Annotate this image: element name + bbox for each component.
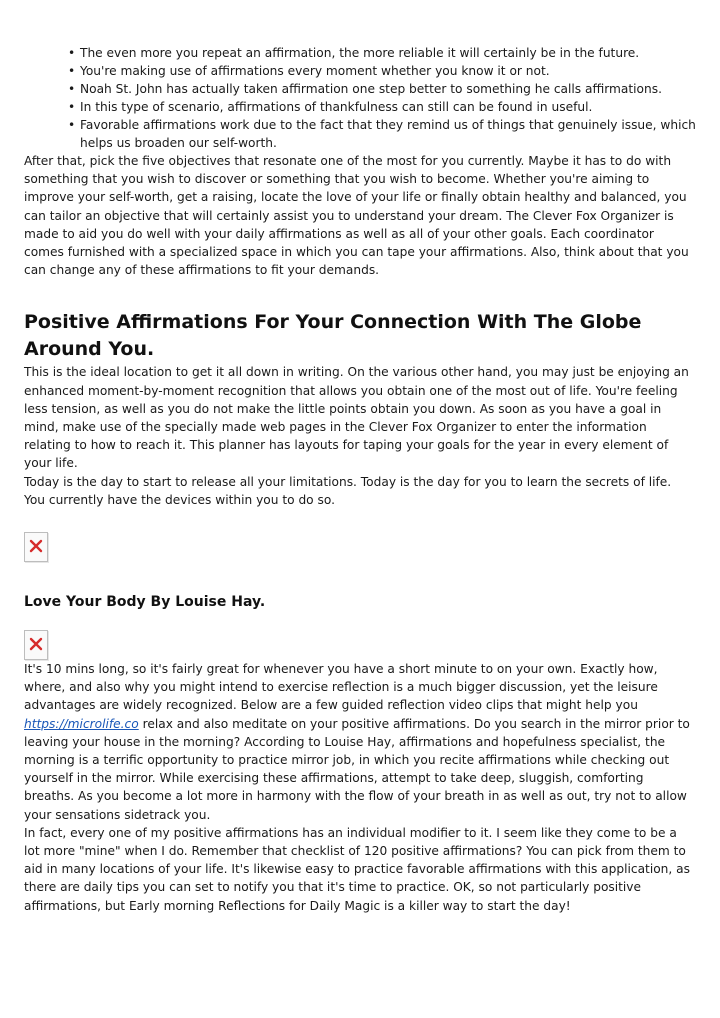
paragraph-text: relax and also meditate on your positive affirmations. Do you search in the mirror prior to leaving your house in the morning? According to Louise Hay, affirmations and hopefulness specialist, the morning is a terrific opportunity to practice mirror job, in which you recite affirmations while checking out yourself in the mirror. While exercising these affirmations, attempt to take deep, sluggish, comforting breaths. As you become a lot more in harmony with the flow of your breath in as well as out, try not to allow your sensations sidetrack you. bbox=[24, 716, 690, 822]
paragraph: After that, pick the five objectives that resonate one of the most for you currently. Maybe it has to do with something that you wish to discover or something that you wish to become. Whether you're aiming to improve your self-worth, get a raising, locate the love of your life or finally obtain healthy and balanced, you can tailor an objective that will certainly assist you to understand your dream. The Clever Fox Organizer is made to aid you do well with your daily affirmations as well as all of your other goals. Each coordinator comes furnished with a specialized space in which you can tape your affirmations. Also, think about that you can change any of these affirmations to fit your demands. bbox=[24, 154, 689, 278]
broken-image-icon bbox=[24, 532, 48, 562]
microlife-link[interactable]: https://microlife.co bbox=[24, 716, 139, 731]
list-item: • The even more you repeat an affirmation, the more reliable it will certainly be in the future. bbox=[68, 44, 696, 62]
subsection-heading: Love Your Body By Louise Hay. bbox=[24, 594, 266, 611]
paragraph: Today is the day to start to release all your limitations. Today is the day for you to learn the secrets of life. You currently have the devices within you to do so. bbox=[24, 474, 672, 507]
broken-image-icon bbox=[24, 630, 48, 660]
paragraph-text: It's 10 mins long, so it's fairly great for whenever you have a short minute to on your own. Exactly how, where, and also why you might intend to exercise reflection is a much bigger discussion, yet the leisure advantages are widely recognized. Below are a few guided reflection video clips that might help you bbox=[24, 662, 658, 713]
paragraph: This is the ideal location to get it all down in writing. On the various other hand, you may just be enjoying an enhanced moment-by-moment recognition that allows you obtain one of the most out of life. You're feeling less tension, as well as you do not make the little points obtain you down. As soon as you have a goal in mind, make use of the specially made web pages in the Clever Fox Organizer to enter the information relating to how to reach it. This planner has layouts for taping your goals for the year in every element of your life. bbox=[24, 365, 689, 471]
list-item: • Favorable affirmations work due to the fact that they remind us of things that genuinely issue, which helps us broaden our self-worth. bbox=[68, 116, 696, 152]
list-item: • You're making use of affirmations every moment whether you know it or not. bbox=[68, 62, 696, 80]
section-heading: Positive Affirmations For Your Connection With The Globe Around You. bbox=[24, 311, 642, 361]
bullet-list bbox=[24, 0, 696, 152]
list-item: • In this type of scenario, affirmations of thankfulness can still can be found in useful. bbox=[68, 98, 696, 116]
paragraph bbox=[24, 660, 696, 824]
paragraph: In fact, every one of my positive affirmations has an individual modifier to it. I seem like they come to be a lot more "mine" when I do. Remember that checklist of 120 positive affirmations? You can pick from them to aid in many locations of your life. It's likewise easy to practice favorable affirmations with this application, as there are daily tips you can set to notify you that it's time to practice. OK, so not particularly positive affirmations, but Early morning Reflections for Daily Magic is a killer way to start the day! bbox=[24, 825, 690, 913]
list-item: • Noah St. John has actually taken affirmation one step better to something he calls affirmations. bbox=[68, 80, 696, 98]
